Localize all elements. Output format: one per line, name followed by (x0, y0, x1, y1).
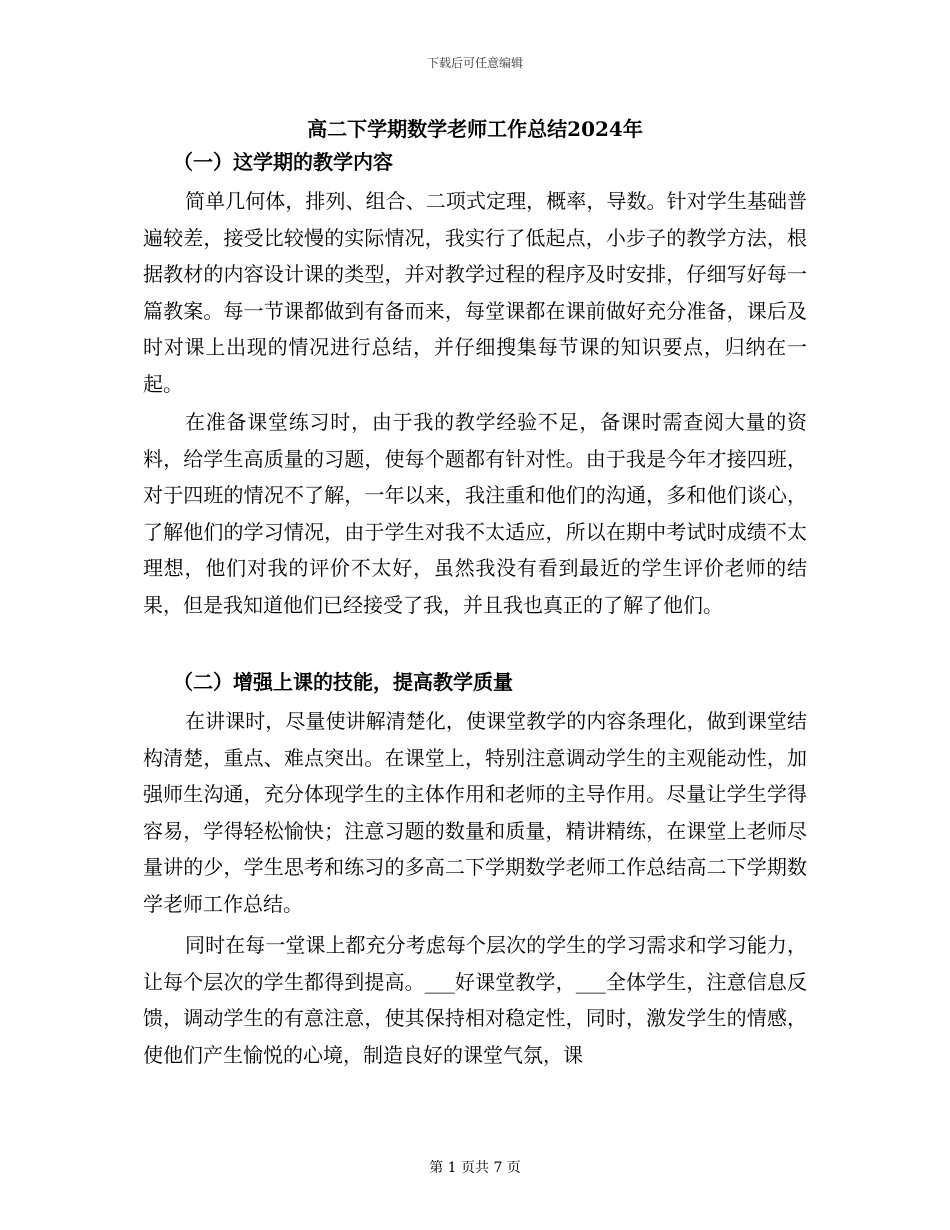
paragraph-1: 简单几何体，排列、组合、二项式定理，概率，导数。针对学生基础普遍较差，接受比较慢的实际情况，我实行了低起点，小步子的教学方法，根据教材的内容设计课的类型，并对教学过程的程序及时安排，仔细写好每一篇教案。每一节课都做到有备而来，每堂课都在课前做好充分准备，课后及时对课上出现的情况进行总结，并仔细搜集每节课的知识要点，归纳在一起。 (143, 189, 807, 396)
section-heading-2: （二）增强上课的技能，提高教学质量 (173, 670, 513, 694)
document-title: 高二下学期数学老师工作总结2024年 (307, 117, 643, 141)
paragraph-4: 同时在每一堂课上都充分考虑每个层次的学生的学习需求和学习能力，让每个层次的学生都得到提高。___好课堂教学，___全体学生，注意信息反馈，调动学生的有意注意，使其保持相对稳定性，同时，激发学生的情感，使他们产生愉悦的心境，制造良好的课堂气氛，课 (143, 933, 807, 1067)
paragraph-2: 在准备课堂练习时，由于我的教学经验不足，备课时需查阅大量的资料，给学生高质量的习题，使每个题都有针对性。由于我是今年才接四班，对于四班的情况不了解，一年以来，我注重和他们的沟通，多和他们谈心，了解他们的学习情况，由于学生对我不太适应，所以在期中考试时成绩不太理想，他们对我的评价不太好，虽然我没有看到最近的学生评价老师的结果，但是我知道他们已经接受了我，并且我也真正的了解了他们。 (143, 410, 807, 617)
paragraph-3: 在讲课时，尽量使讲解清楚化，使课堂教学的内容条理化，做到课堂结构清楚，重点、难点突出。在课堂上，特别注意调动学生的主观能动性，加强师生沟通，充分体现学生的主体作用和老师的主导作用。尽量让学生学得容易，学得轻松愉快；注意习题的数量和质量，精讲精练，在课堂上老师尽量讲的少，学生思考和练习的多高二下学期数学老师工作总结高二下学期数学老师工作总结。 (143, 709, 807, 916)
header-note: 下载后可任意编辑 (426, 56, 523, 70)
page-footer: 第 1 页共 7 页 (429, 1160, 521, 1176)
section-heading-1: （一）这学期的教学内容 (173, 150, 393, 174)
